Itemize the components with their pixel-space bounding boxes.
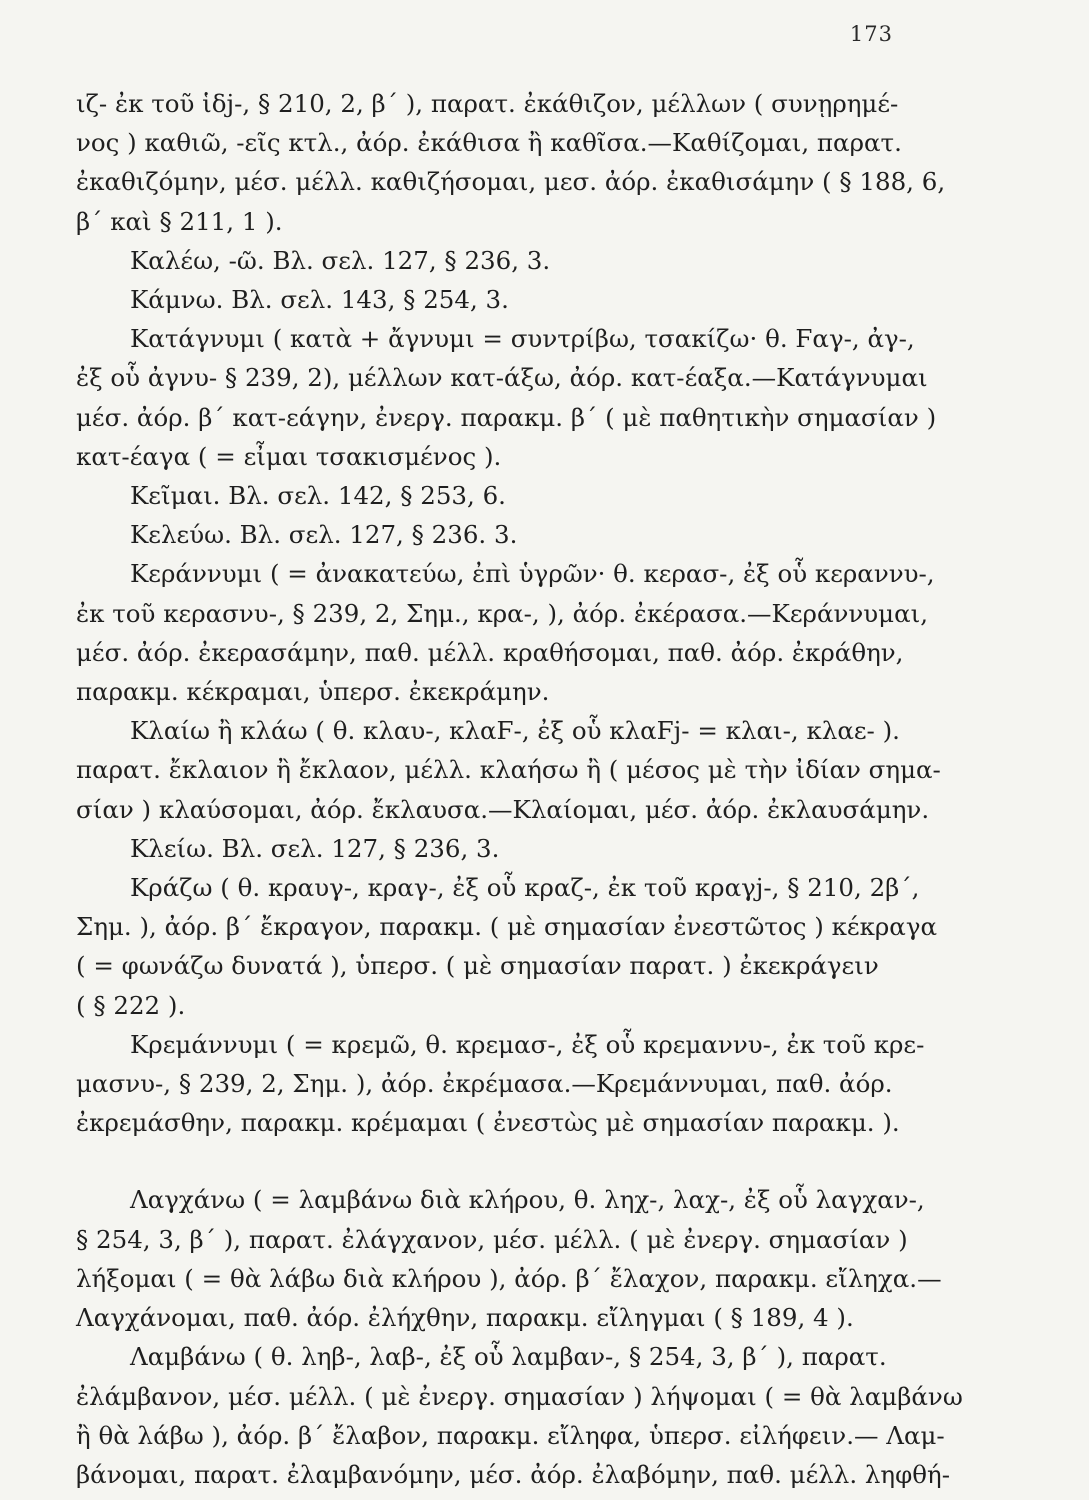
text-line: σίαν ) κλαύσομαι, ἀόρ. ἔκλαυσα.—Κλαίομαι, μέσ. ἀόρ. ἐκλαυσάμην.: [76, 794, 930, 824]
text-line: Κράζω ( θ. κραυγ-, κραγ-, ἐξ οὗ κραζ-, ἐκ τοῦ κραγj-, § 210, 2β΄,: [130, 873, 920, 903]
page-number: 173: [849, 22, 893, 46]
entry-keleuo: [76, 515, 956, 554]
text-line: Κελεύω. Βλ. σελ. 127, § 236. 3.: [130, 520, 518, 550]
text-line: βάνομαι, παρατ. ἐλαμβανόμην, μέσ. ἀόρ. ἐλαβόμην, παθ. μέλλ. ληφθή-: [76, 1459, 950, 1489]
text-line: παρακμ. κέκραμαι, ὑπερσ. ἐκεκράμην.: [76, 677, 550, 707]
text-line: παρατ. ἔκλαιον ἢ ἔκλαον, μέλλ. κλαήσω ἢ ( μέσος μὲ τὴν ἰδίαν σημα-: [76, 755, 941, 785]
entry-klaio: [76, 711, 956, 829]
entry-katagnymi: [76, 319, 956, 476]
text-line: β΄ καὶ § 211, 1 ).: [76, 206, 283, 236]
text-line: ἐκρεμάσθην, παρακμ. κρέμαμαι ( ἐνεστὼς μὲ σημασίαν παρακμ. ).: [76, 1108, 900, 1138]
text-line: Λαγχάνομαι, παθ. ἀόρ. ἐλήχθην, παρακμ. εἴληγμαι ( § 189, 4 ).: [76, 1303, 854, 1333]
text-line: Λαμβάνω ( θ. ληβ-, λαβ-, ἐξ οὗ λαμβαν-, § 254, 3, β΄ ), παρατ.: [130, 1342, 887, 1372]
text-line: ( = φωνάζω δυνατά ), ὑπερσ. ( μὲ σημασίαν παρατ. ) ἐκεκράγειν: [76, 951, 879, 981]
text-line: ἐξ οὗ ἀγνυ- § 239, 2), μέλλων κατ-άξω, ἀόρ. κατ-έαξα.—Κατάγνυμαι: [76, 363, 928, 393]
entry-kerannymi: [76, 554, 956, 711]
text-line: μασνυ-, § 239, 2, Σημ. ), ἀόρ. ἐκρέμασα.—Κρεμάννυμαι, παθ. ἀόρ.: [76, 1069, 893, 1099]
text-line: μέσ. ἀόρ. ἐκερασάμην, παθ. μέλλ. κραθήσομαι, παθ. ἀόρ. ἐκράθην,: [76, 637, 904, 667]
text-line: Κεράννυμι ( = ἀνακατεύω, ἐπὶ ὑγρῶν· θ. κερασ-, ἐξ οὗ κεραννυ-,: [130, 559, 935, 589]
text-line: ἢ θὰ λάβω ), ἀόρ. β΄ ἔλαβον, παρακμ. εἴληφα, ὑπερσ. εἰλήφειν.— Λαμ-: [76, 1420, 945, 1450]
text-line: μέσ. ἀόρ. β΄ κατ-εάγην, ἐνεργ. παρακμ. β΄ ( μὲ παθητικὴν σημασίαν ): [76, 402, 937, 432]
entry-kaleo: [76, 241, 956, 280]
text-line: Κρεμάννυμι ( = κρεμῶ, θ. κρεμασ-, ἐξ οὗ κρεμαννυ-, ἐκ τοῦ κρε-: [130, 1029, 925, 1059]
entry-kathizo-cont: [76, 84, 956, 241]
text-line: Κεῖμαι. Βλ. σελ. 142, § 253, 6.: [130, 481, 506, 511]
entry-lagchano: [76, 1180, 956, 1337]
text-line: Σημ. ), ἀόρ. β΄ ἔκραγον, παρακμ. ( μὲ σημασίαν ἐνεστῶτος ) κέκραγα: [76, 912, 938, 942]
text-line: Κατάγνυμι ( κατὰ + ἄγνυμι = συντρίβω, τσακίζω· θ. Ϝαγ-, ἀγ-,: [130, 324, 915, 354]
dictionary-text-block: [76, 84, 963, 1494]
entry-kamno: [76, 280, 956, 319]
text-line: ἐλάμβανον, μέσ. μέλλ. ( μὲ ἐνεργ. σημασίαν ) λήψομαι ( = θὰ λαμβάνω: [76, 1381, 963, 1411]
text-line: λήξομαι ( = θὰ λάβω διὰ κλήρου ), ἀόρ. β΄ ἔλαχον, παρακμ. εἴληχα.—: [76, 1263, 942, 1293]
text-line: νος ) καθιῶ, -εῖς κτλ., ἀόρ. ἐκάθισα ἢ καθῖσα.—Καθίζομαι, παρατ.: [76, 128, 902, 158]
entry-kremannymi: [76, 1025, 956, 1143]
text-line: ἐκ τοῦ κερασνυ-, § 239, 2, Σημ., κρα-, ), ἀόρ. ἐκέρασα.—Κεράννυμαι,: [76, 598, 929, 628]
text-line: Λαγχάνω ( = λαμβάνω διὰ κλήρου, θ. ληχ-, λαχ-, ἐξ οὗ λαγχαν-,: [130, 1185, 925, 1215]
text-line: Κλαίω ἢ κλάω ( θ. κλαυ-, κλαϜ-, ἐξ οὗ κλαϜj- = κλαι-, κλαε- ).: [130, 716, 900, 746]
text-line: § 254, 3, β΄ ), παρατ. ἐλάγχανον, μέσ. μέλλ. ( μὲ ἐνεργ. σημασίαν ): [76, 1224, 908, 1254]
text-line: Κλείω. Βλ. σελ. 127, § 236, 3.: [130, 833, 500, 863]
entry-krazo: [76, 868, 956, 1025]
text-line: Κάμνω. Βλ. σελ. 143, § 254, 3.: [130, 285, 509, 315]
entry-keimai: [76, 476, 956, 515]
entry-kleio: [76, 829, 956, 868]
text-line: ἐκαθιζόμην, μέσ. μέλλ. καθιζήσομαι, μεσ. ἀόρ. ἐκαθισάμην ( § 188, 6,: [76, 167, 946, 197]
text-line: ( § 222 ).: [76, 990, 186, 1020]
text-line: Καλέω, -ῶ. Βλ. σελ. 127, § 236, 3.: [130, 245, 551, 275]
text-line: ιζ- ἐκ τοῦ ἱδj-, § 210, 2, β΄ ), παρατ. ἐκάθιζον, μέλλων ( συνῃρημέ-: [76, 89, 899, 118]
text-line: κατ-έαγα ( = εἶμαι τσακισμένος ).: [76, 441, 502, 471]
entry-lambano: [76, 1337, 963, 1494]
